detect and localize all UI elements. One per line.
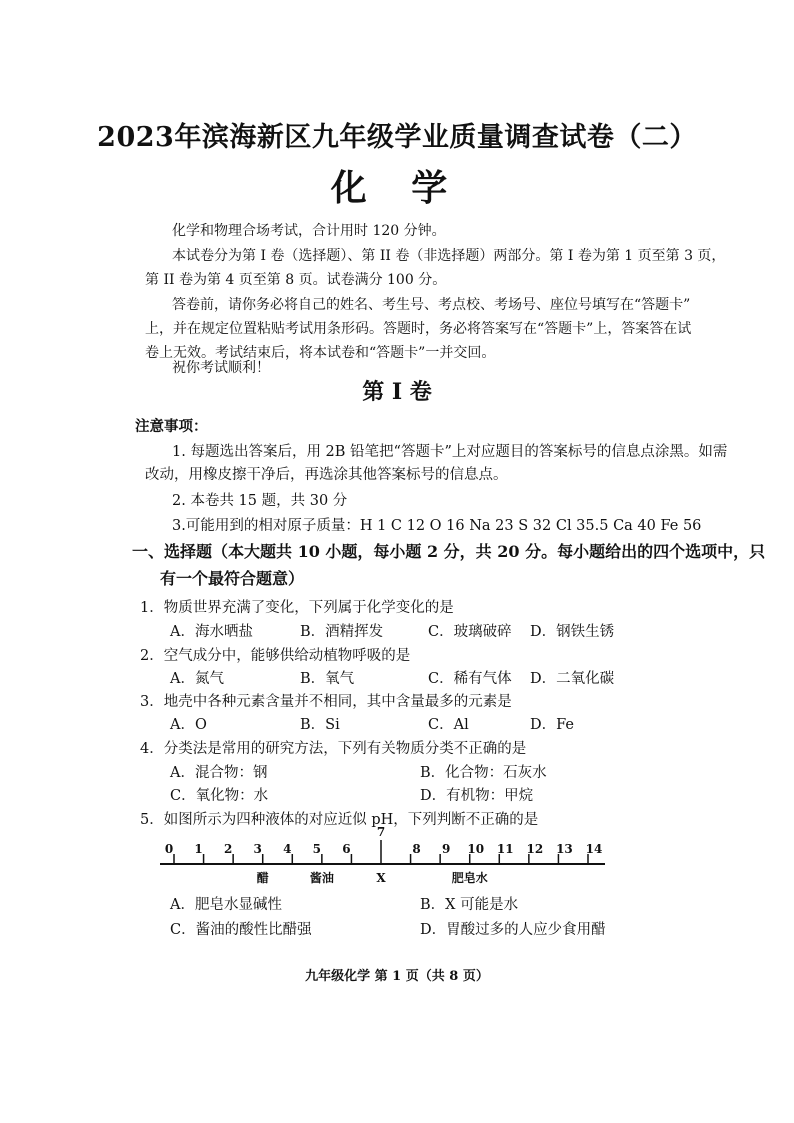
ph-tick-label: 12 xyxy=(526,842,544,856)
question-1-stem: 1．物质世界充满了变化，下列属于化学变化的是 xyxy=(140,600,454,616)
notice-item-1b: 改动，用橡皮擦干净后，再选涂其他答案标号的信息点。 xyxy=(145,467,508,483)
question-5-stem: 5．如图所示为四种液体的对应近似 pH，下列判断不正确的是 xyxy=(140,812,539,828)
question-3-option-c: C．Al xyxy=(428,717,469,733)
volume-title: 第 I 卷 xyxy=(362,379,432,405)
question-3-option-d: D．Fe xyxy=(530,717,574,733)
question-3-option-a: A．O xyxy=(170,717,207,733)
ph-substance-label: 酱油 xyxy=(309,871,334,885)
question-3-option-b: B．Si xyxy=(300,717,340,733)
ph-substance-label: 肥皂水 xyxy=(451,871,488,885)
ph-tick-label: 14 xyxy=(585,842,603,856)
intro-line-1: 化学和物理合场考试，合计用时 120 分钟。 xyxy=(172,223,446,239)
ph-tick-label: 2 xyxy=(223,842,233,856)
ph-tick-label: 1 xyxy=(194,842,203,856)
ph-substance-label: X xyxy=(376,871,386,885)
question-4-stem: 4．分类法是常用的研究方法，下列有关物质分类不正确的是 xyxy=(140,741,527,757)
question-1-option-b: B．酒精挥发 xyxy=(300,624,384,640)
ph-scale-diagram xyxy=(150,826,620,892)
ph-tick-label: 13 xyxy=(556,842,573,856)
question-5-option-b: B．X 可能是水 xyxy=(420,897,519,913)
question-1-option-c: C．玻璃破碎 xyxy=(428,624,512,640)
question-1-option-d: D．钢铁生锈 xyxy=(530,624,615,640)
question-2-option-c: C．稀有气体 xyxy=(428,671,512,687)
question-4-option-b: B．化合物：石灰水 xyxy=(420,765,547,781)
question-4-option-c: C．氧化物：水 xyxy=(170,788,269,804)
question-4-option-d: D．有机物：甲烷 xyxy=(420,788,534,804)
ph-substance-label: 醋 xyxy=(256,871,269,885)
ph-tick-label: 5 xyxy=(312,842,322,856)
ph-tick-label: 4 xyxy=(283,842,292,856)
ph-tick-label: 10 xyxy=(467,842,485,856)
question-4-option-a: A．混合物：钢 xyxy=(170,765,268,781)
question-3-stem: 3．地壳中各种元素含量并不相同，其中含量最多的元素是 xyxy=(140,694,512,710)
ph-tick-label: 8 xyxy=(412,842,421,856)
ph-tick-label: 0 xyxy=(164,842,174,856)
page-footer: 九年级化学 第 1 页（共 8 页） xyxy=(305,969,489,984)
question-5-option-c: C．酱油的酸性比醋强 xyxy=(170,922,312,938)
question-2-option-b: B．氧气 xyxy=(300,671,355,687)
ph-tick-label: 7 xyxy=(376,826,386,839)
ph-tick-label: 9 xyxy=(441,842,451,856)
intro-line-4: 答卷前，请你务必将自己的姓名、考生号、考点校、考场号、座位号填写在“答题卡” xyxy=(172,297,691,313)
notice-item-2: 2. 本卷共 15 题，共 30 分 xyxy=(172,493,348,509)
ph-tick-label: 11 xyxy=(496,842,514,856)
section-heading-line-2: 有一个最符合题意） xyxy=(160,569,305,588)
question-2-stem: 2．空气成分中，能够供给动植物呼吸的是 xyxy=(140,648,411,664)
ph-tick-label: 3 xyxy=(253,842,262,856)
intro-line-7: 祝你考试顺利！ xyxy=(172,360,270,376)
ph-tick-label: 6 xyxy=(342,842,351,856)
notice-item-1a: 1. 每题选出答案后，用 2B 铅笔把“答题卡”上对应题目的答案标号的信息点涂黑。如需 xyxy=(172,444,728,460)
intro-line-3: 第 II 卷为第 4 页至第 8 页。试卷满分 100 分。 xyxy=(145,272,447,288)
notice-heading: 注意事项： xyxy=(135,418,208,435)
question-5-option-a: A．肥皂水显碱性 xyxy=(170,897,282,913)
question-5-option-d: D．胃酸过多的人应少食用醋 xyxy=(420,922,606,938)
exam-title: 2023年滨海新区九年级学业质量调查试卷（二） xyxy=(97,122,697,153)
subject-title: 化 学 xyxy=(330,167,464,209)
section-heading-line-1: 一、选择题（本大题共 10 小题，每小题 2 分，共 20 分。每小题给出的四个选项中，只 xyxy=(132,542,766,561)
intro-line-5: 上，并在规定位置粘贴考试用条形码。答题时，务必将答案写在“答题卡”上，答案答在试 xyxy=(145,321,692,337)
intro-line-6: 卷上无效。考试结束后，将本试卷和“答题卡”一并交回。 xyxy=(145,345,496,361)
question-2-option-d: D．二氧化碳 xyxy=(530,671,615,687)
intro-line-2: 本试卷分为第 I 卷（选择题）、第 II 卷（非选择题）两部分。第 I 卷为第 1 页至第 3 页， xyxy=(172,248,726,264)
question-1-option-a: A．海水晒盐 xyxy=(170,624,253,640)
notice-item-3: 3.可能用到的相对原子质量：H 1 C 12 O 16 Na 23 S 32 Cl 35.5 Ca 40 Fe 56 xyxy=(172,518,702,534)
question-2-option-a: A．氮气 xyxy=(170,671,224,687)
